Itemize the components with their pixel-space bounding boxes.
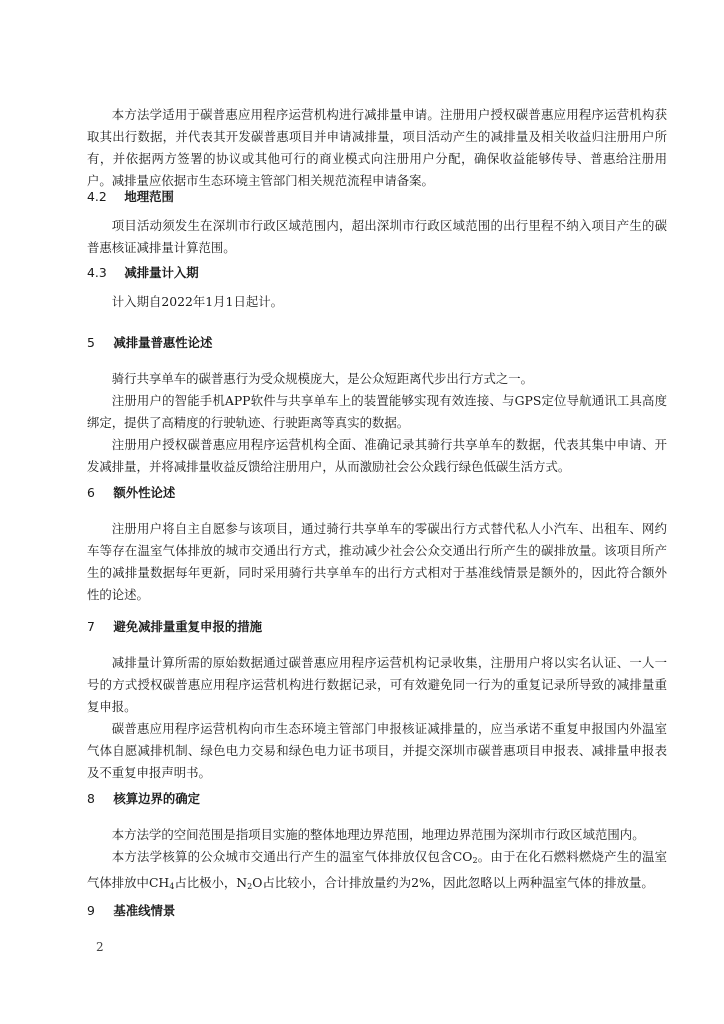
section-8-heading	[87, 788, 667, 810]
text-run: 。由于在化石燃料燃烧产生的温室气体排放中CH	[87, 849, 667, 890]
section-title: 避免减排量重复申报的措施	[113, 619, 263, 634]
section-title: 减排量普惠性论述	[113, 335, 213, 350]
subscript: 2	[472, 856, 478, 865]
section-number: 8	[87, 791, 95, 806]
section-4-3-paragraph: 计入期自2022年1月1日起计。	[111, 294, 284, 309]
subscript: 2	[247, 882, 253, 891]
text-run: 本方法学核算的公众城市交通出行产生的温室气体排放仅包含CO	[111, 849, 473, 864]
section-5-heading	[87, 332, 667, 354]
section-8-paragraph-2	[87, 846, 667, 898]
text-run: O占比较小，合计排放量约为2%，因此忽略以上两种温室气体的排放量。	[252, 875, 654, 890]
section-title: 地理范围	[124, 189, 174, 204]
section-title: 额外性论述	[113, 485, 176, 500]
section-title: 基准线情景	[113, 903, 176, 918]
intro-paragraph: 本方法学适用于碳普惠应用程序运营机构进行减排量申请。注册用户授权碳普惠应用程序运营机构获取其出行数据，并代表其开发碳普惠项目并申请减排量，项目活动产生的减排量及相关收益归注册用户所有，并依据两方签署的协议或其他可行的商业模式向注册用户分配，确保收益能够传导、普惠给注册用户。减排量应依据市生态环境主管部门相关规范流程申请备案。	[87, 107, 667, 188]
section-number: 4.3	[87, 265, 107, 280]
section-number: 6	[87, 485, 95, 500]
section-title: 核算边界的确定	[113, 791, 201, 806]
text-run: 占比极小，N	[174, 875, 248, 890]
section-title: 减排量计入期	[124, 265, 199, 280]
section-number: 5	[87, 335, 95, 350]
section-9-heading	[87, 900, 667, 922]
section-5-paragraph-1: 骑行共享单车的碳普惠行为受众规模庞大，是公众短距离代步出行方式之一。	[111, 371, 534, 386]
section-8-paragraph-1: 本方法学的空间范围是指项目实施的整体地理边界范围，地理边界范围为深圳市行政区域范围内。	[111, 827, 645, 842]
section-7-paragraph-1: 减排量计算所需的原始数据通过碳普惠应用程序运营机构记录收集，注册用户将以实名认证、一人一号的方式授权碳普惠应用程序运营机构进行数据记录，可有效避免同一行为的重复记录所导致的减排量重复申报。	[87, 655, 667, 714]
section-7-heading	[87, 616, 667, 638]
page-number: 2	[96, 940, 104, 954]
subscript: 4	[169, 882, 175, 891]
section-4-2-heading	[87, 186, 667, 208]
section-7-paragraph-2: 碳普惠应用程序运营机构向市生态环境主管部门申报核证减排量的，应当承诺不重复申报国内外温室气体自愿减排机制、绿色电力交易和绿色电力证书项目，并提交深圳市碳普惠项目申报表、减排量申报表及不重复申报声明书。	[87, 721, 667, 780]
section-5-paragraph-3: 注册用户授权碳普惠应用程序运营机构全面、准确记录其骑行共享单车的数据，代表其集中申请、开发减排量，并将减排量收益反馈给注册用户，从而激励社会公众践行绿色低碳生活方式。	[87, 437, 667, 474]
section-number: 7	[87, 619, 95, 634]
section-6-heading	[87, 482, 667, 504]
section-5-paragraph-2: 注册用户的智能手机APP软件与共享单车上的装置能够实现有效连接、与GPS定位导航通讯工具高度绑定，提供了高精度的行驶轨迹、行驶距离等真实的数据。	[87, 393, 667, 430]
section-6-paragraph: 注册用户将自主自愿参与该项目，通过骑行共享单车的零碳出行方式替代私人小汽车、出租车、网约车等存在温室气体排放的城市交通出行方式，推动减少社会公众交通出行所产生的碳排放量。该项目所产生的减排量数据每年更新，同时采用骑行共享单车的出行方式相对于基准线情景是额外的，因此符合额外性的论述。	[87, 521, 667, 602]
section-4-3-heading	[87, 262, 667, 284]
section-number: 4.2	[87, 189, 107, 204]
section-number: 9	[87, 903, 95, 918]
section-4-2-paragraph: 项目活动须发生在深圳市行政区域范围内，超出深圳市行政区域范围的出行里程不纳入项目产生的碳普惠核证减排量计算范围。	[87, 218, 667, 255]
